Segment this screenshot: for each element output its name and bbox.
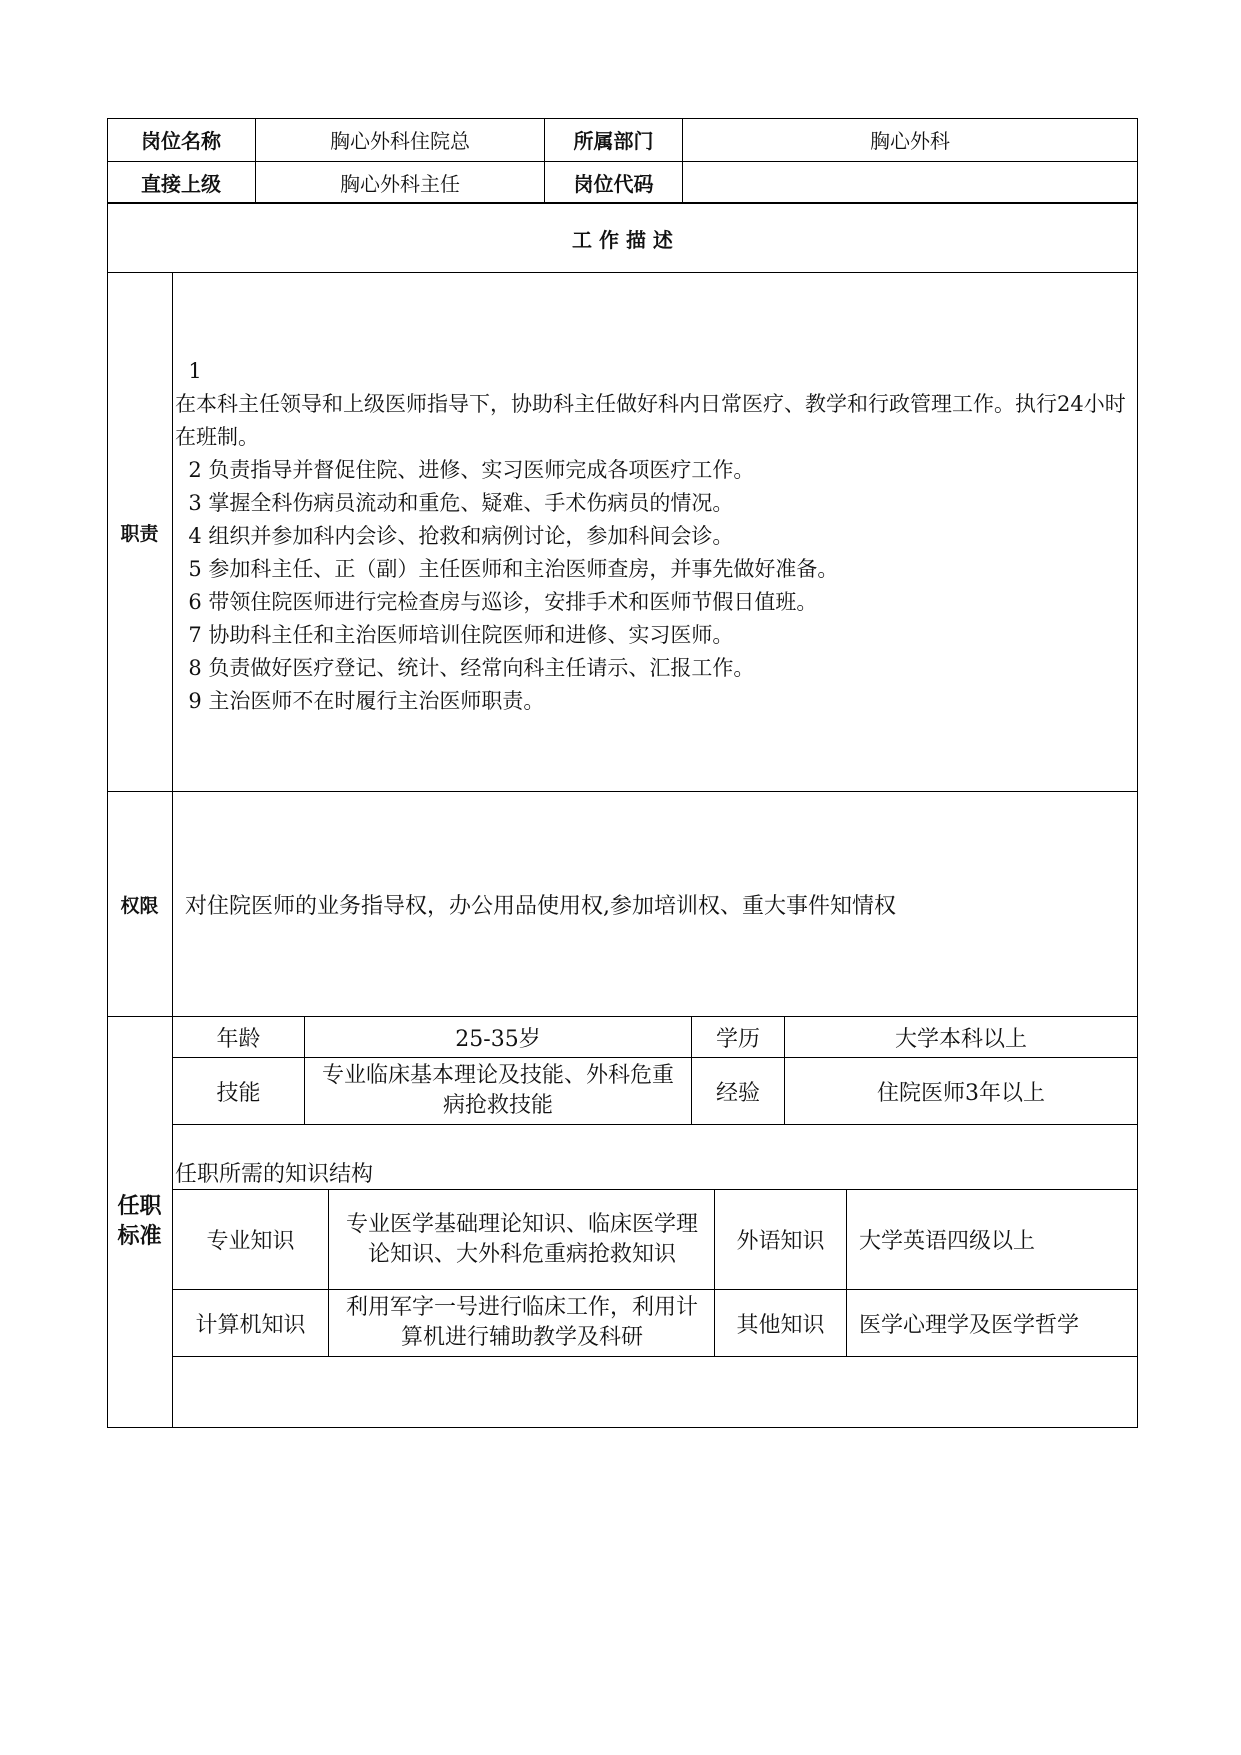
- supervisor-value: 胸心外科主任: [340, 171, 460, 196]
- position-code-label: 岗位代码: [573, 171, 654, 196]
- duty-item: 2 负责指导并督促住院、进修、实习医师完成各项医疗工作。: [175, 458, 755, 482]
- divider: [172, 1124, 1138, 1125]
- duty-item: 3 掌握全科伤病员流动和重危、疑难、手术伤病员的情况。: [175, 491, 734, 515]
- professional-knowledge-value: 专业医学基础理论知识、临床医学理论知识、大外科危重病抢救知识: [345, 1211, 698, 1267]
- authority-text: 对住院医师的业务指导权，办公用品使用权,参加培训权、重大事件知情权: [185, 893, 896, 919]
- age-value: 25-35岁: [455, 1026, 541, 1052]
- professional-knowledge-label: 专业知识: [206, 1229, 295, 1254]
- education-label: 学历: [715, 1026, 760, 1052]
- border-bottom: [107, 1427, 1138, 1428]
- other-knowledge-value: 医学心理学及医学哲学: [859, 1312, 1080, 1338]
- job-description-form: [107, 118, 1138, 1428]
- divider: [172, 1356, 1138, 1357]
- duty-item: 8 负责做好医疗登记、统计、经常向科主任请示、汇报工作。: [175, 656, 755, 680]
- divider: [846, 1189, 847, 1357]
- duty-item: 6 带领住院医师进行完检查房与巡诊，安排手术和医师节假日值班。: [175, 590, 818, 614]
- other-knowledge-label: 其他知识: [736, 1312, 825, 1338]
- experience-value: 住院医师3年以上: [877, 1080, 1045, 1106]
- duty-item: 5 参加科主任、正（副）主任医师和主治医师查房，并事先做好准备。: [175, 557, 839, 581]
- duty-item: 在本科主任领导和上级医师指导下，协助科主任做好科内日常医疗、教学和行政管理工作。执行24小时在班制。: [175, 392, 1126, 449]
- knowledge-title: 任职所需的知识结构: [175, 1161, 374, 1187]
- divider: [107, 272, 1138, 273]
- age-label: 年龄: [216, 1026, 261, 1052]
- qualifications-label: 任职标准: [117, 1194, 162, 1249]
- duty-item: 1: [175, 359, 202, 383]
- border-right: [1137, 118, 1138, 1428]
- computer-knowledge-label: 计算机知识: [195, 1312, 306, 1338]
- work-description-title: 工 作 描 述: [572, 227, 673, 252]
- foreign-language-value: 大学英语四级以上: [859, 1229, 1036, 1254]
- position-code-value: [683, 162, 1137, 202]
- education-value: 大学本科以上: [894, 1026, 1027, 1052]
- department-label: 所属部门: [573, 129, 654, 153]
- department-value: 胸心外科: [870, 129, 950, 153]
- duty-item: 4 组织并参加科内会诊、抢救和病例讨论，参加科间会诊。: [175, 524, 734, 548]
- divider: [328, 1189, 329, 1357]
- duties-list: [175, 355, 1135, 718]
- authority-label: 权限: [120, 894, 159, 917]
- experience-label: 经验: [715, 1080, 760, 1106]
- duty-item: 7 协助科主任和主治医师培训住院医师和进修、实习医师。: [175, 623, 734, 647]
- foreign-language-label: 外语知识: [736, 1229, 825, 1254]
- computer-knowledge-value: 利用军字一号进行临床工作，利用计算机进行辅助教学及科研: [345, 1295, 698, 1350]
- duties-label: 职责: [120, 522, 159, 545]
- position-name-label: 岗位名称: [141, 129, 221, 153]
- duty-item: 9 主治医师不在时履行主治医师职责。: [175, 689, 545, 713]
- skills-label: 技能: [216, 1080, 261, 1106]
- supervisor-label: 直接上级: [141, 171, 221, 196]
- position-name-value: 胸心外科住院总: [330, 129, 470, 153]
- skills-value: 专业临床基本理论及技能、外科危重病抢救技能: [321, 1063, 674, 1118]
